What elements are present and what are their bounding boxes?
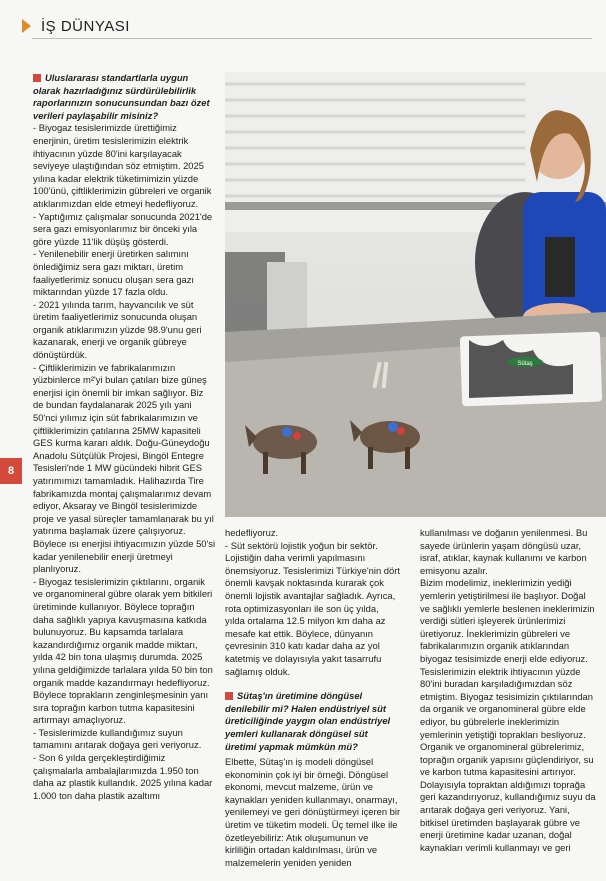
- section-title: İŞ DÜNYASI: [41, 17, 130, 35]
- box-logo-text: Sütaş: [517, 361, 533, 367]
- answer-paragraph: - Son 6 yılda gerçekleştirdiğimiz çalışmalarla ambalajlarımızda 1.950 ton daha az plastik kullandık. 2025 yılına kadar 1.000 ton daha plastik azaltımı: [33, 752, 213, 801]
- column-2: [225, 527, 401, 869]
- header-triangle-icon: [22, 19, 31, 33]
- answer-paragraph: - Biyogaz tesislerimizde ürettiğimiz enerjinin, üretim tesislerimizin elektrik ihtiyacının yüzde 80'ini karşılayacak seviyeye ulaştığından söz etmiştim. 2025 yılına kadar elektrik tüketimimizin yüzde 100'ünü, çiftliklerimizin gübreleri ve organik atıklarımızdan elde etmeyi hedefliyoruz.: [33, 122, 212, 209]
- answer-paragraph: - Tesislerimizde kullandığımız suyun tamamını arıtarak doğaya geri veriyoruz.: [33, 726, 202, 751]
- question-2: [225, 690, 401, 753]
- answer-paragraph: - Biyogaz tesislerimizin çıktılarını, organik ve organomineral gübre olarak yem bitkileri üretiminde kullanıyor. Böylece toprağın daha sağlıklı yapıya kavuşmasına katkıda bulunuyoruz. Bu kapsamda tarlalara kazandırdığımız organik madde miktarı, yılda 42 bin tona ulaşmış durumda. 2025 yılına geldiğimizde tarlalara yılda 50 bin ton organik madde kazandırmayı hedefliyoruz. Böylece toprakların zenginleşmesinin yanı sıra toprağın karbon tutma kapasitesini artırmayı amaçlıyoruz.: [33, 575, 213, 726]
- question-1: [33, 72, 216, 122]
- question-marker-icon: [33, 74, 41, 82]
- question-marker-icon: [225, 692, 233, 700]
- column-1: [33, 72, 216, 802]
- answer-paragraph: Elbette, Sütaş'ın iş modeli döngüsel ekonominin çok iyi bir örneği. Döngüsel ekonomi, mevcut malzeme, ürün ve kaynakları yeniden kullanmayı, onarmayı, yenilemeyi ve geri dönüştürmeyi içeren bir üretim ve tüketim modeli. Üç temel ilke ile özetleyebiliriz: Atık oluşumunun ve kirliliğin ortadan kaldırılması, ürün ve malzemelerin yeniden yeniden: [225, 756, 401, 868]
- page-number: 8: [0, 458, 22, 484]
- interview-photo: [225, 72, 606, 517]
- answer-paragraph: Bizim modelimiz, ineklerimizin yediği yemlerin yetiştirilmesi ile başlıyor. Doğal ve sağlıklı yemlerle beslenen ineklerimizin verdiği sütleri işleyerek ürünlerimizi üretiyoruz. İneklerimizin gübreleri ve fabrikalarımızın organik atıklarından biyogaz tesisimizde enerji elde ediyoruz. Tesislerimizin elektrik ihtiyacının yüzde 80'ini buradan karşıladığımızdan söz etmiştim. Biyogaz tesisimizin çıktılarından da organik ve organomineral gübre elde ediyor, bu gübrelerle ineklerimizin yemlerinin yetiştiği toprakları besliyoruz. Organik ve organomineral gübrelerimiz, toprağın organik yapısını güçlendiriyor, su ve karbon tutma kapasitesini artırıyor. Dolayısıyla topraktan aldığımızı toprağa geri kazandırıyoruz, kullandığımız suyu da arıtarak doğaya geri veriyoruz. Yani, bitkisel üretimden başlayarak gübre ve enerji üretimine kadar uzanan, doğal kaynakları verimli kullanmayı ve geri: [420, 577, 596, 853]
- answer-paragraph: - Çiftliklerimizin ve fabrikalarımızın yüzbinlerce m²'yi bulan çatıları bize güneş enerjisi için önemli bir imkan sağlıyor. Biz de bundan faydalanarak 2025 yılı yani 50'nci yılımız için süt fabrikalarımızın ve çiftliklerimizin çatılarına 25MW kapasiteli GES kurma kararı aldık. Doğu-Güneydoğu Anadolu Sütçülük Projesi, Bingöl Entegre Tesisleri'nde 1 MW gücündeki hibrit GES yatırımımızı tamamladık. Halihazırda Tire fabrikamızda montaj çalışmalarımız devam ediyor, Aksaray ve Bingöl tesislerimizde proje ve yasal süreçler tamamlanarak bu yıl yatırıma başlamak üzere çalışıyoruz. Böylece ısı enerjisi ihtiyacımızın yüzde 50'si kadar yenilenebilir enerji üretmeyi planlıyoruz.: [33, 361, 216, 575]
- header-divider: [32, 38, 592, 39]
- answer-paragraph: - Yaptığımız çalışmalar sonucunda 2021'de sera gazı emisyonlarımız bir önceki yıla göre yüzde 11'lik düşüş gösterdi.: [33, 210, 213, 247]
- answer-paragraph: - Yenilenebilir enerji üretirken salımını önlediğimiz sera gazı miktarı, üretim faaliyetlerimiz sonucu oluşan sera gazı miktarından yüzde 17 fazla oldu.: [33, 248, 195, 298]
- question-2-text: Sütaş'ın üretimine döngüsel denilebilir mi? Halen endüstriyel süt üreticiliğinde yaygın olan endüstriyel yemleri kullanarak döngüsel süt üretimi yapmak mümkün mü?: [225, 690, 391, 752]
- answer-paragraph: - 2021 yılında tarım, hayvancılık ve süt üretim faaliyetlerimiz sonucunda oluşan organik atıklarımızın yüzde 98.9'unu geri kazanarak, enerji ve organik gübreye dönüştürdük.: [33, 298, 202, 361]
- answer-paragraph: hedefliyoruz.: [225, 527, 279, 538]
- answer-paragraph: - Süt sektörü lojistik yoğun bir sektör. Lojistiğin daha verimli yapılmasını önemsiyoruz. Tesislerimizi Türkiye'nin dört önemli kavşak noktasında kurarak çok önemli lojistik avantajlar sağladık. Ayrıca, rota optimizasyonları ile son üç yılda, yılda ortalama 12.5 milyon km daha az mesafe kat ettik. Böylece, dünyanın çevresinin 310 katı kadar daha az yol katetmiş ve dolayısıyla yakıt tasarrufu sağlamış olduk.: [225, 539, 400, 677]
- question-1-text: Uluslararası standartlarla uygun olarak hazırladığınız sürdürülebilirlik raporlarınızın sonucunsundan bazı özet verileri paylaşabilir misiniz?: [33, 72, 210, 121]
- section-header: [22, 14, 130, 38]
- column-3: [420, 527, 596, 854]
- answer-paragraph: kullanılması ve doğanın yenilenmesi. Bu sayede ürünlerin yaşam döngüsü uzar, israf, atıklar, kaynak kullanımı ve karbon emisyonu azalır.: [420, 527, 588, 576]
- office-scene: [225, 72, 606, 517]
